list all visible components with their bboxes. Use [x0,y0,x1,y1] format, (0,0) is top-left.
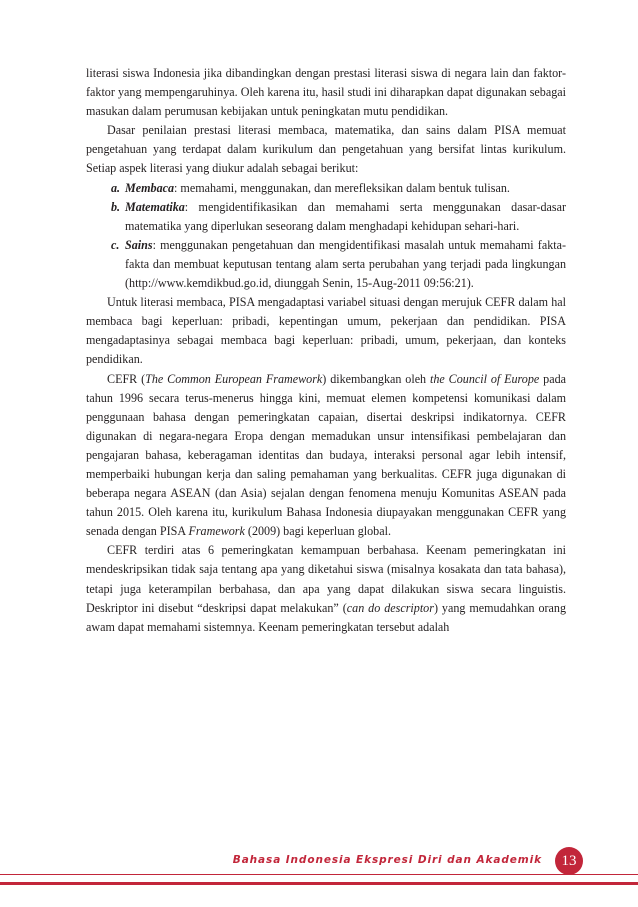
list-item-label: b. [111,199,121,214]
page-body [86,64,566,637]
list-item-term: Membaca [125,180,175,195]
paragraph-5-text: ) yang memudahkan orang awam dapat memahami sistemnya. Keenam pemeringkatan tersebut adalah [86,600,567,634]
list-item-label: c. [111,237,120,252]
paragraph-4-italic: Framework [188,524,245,539]
list-item-text: : mengidentifikasikan dan memahami serta menggunakan dasar-dasar matematika yang diperlukan seseorang dalam menghadapi kehidupan sehari-hari. [125,199,566,233]
paragraph-5-italic: can do descriptor [346,600,434,615]
paragraph-3: Untuk literasi membaca, PISA mengadaptasi variabel situasi dengan merujuk CEFR dalam hal membaca bagi keperluan: pribadi, kepentingan umum, pekerjaan dan pendidikan. PISA mengadaptasinya sebagai membaca bagi keperluan: pribadi, umum, pekerjaan, dan konteks pendidikan. [86,295,566,367]
footer-rule-thin [0,874,638,875]
list-item-text: : menggunakan pengetahuan dan mengidentifikasi masalah untuk memahami fakta-fakta dan membuat keputusan tentang alam serta perubahan yang terjadi pada lingkungan (http://www.kemdikbud.go.id, diunggah Senin, 15-Aug-2011 09:56:21). [125,237,566,291]
paragraph-4-text: ) dikembangkan oleh [322,371,430,386]
list-item [86,236,566,293]
literacy-aspects-list [86,179,566,294]
list-item [86,179,566,198]
page-number-badge: 13 [555,847,583,875]
footer-book-title: Bahasa Indonesia Ekspresi Diri dan Akademik [232,854,542,866]
paragraph-4 [86,370,566,542]
list-item-term: Sains [125,237,153,252]
paragraph-5 [86,541,566,636]
paragraph-4-italic: The Common European Framework [145,371,323,386]
list-item-label: a. [111,180,121,195]
paragraph-5-text: CEFR terdiri atas 6 pemeringkatan kemampuan berbahasa. Keenam pemeringkatan ini mendeskripsikan tidak saja tentang apa yang diketahui siswa (misalnya kosakata dan tata bahasa), tetapi juga keterampilan berbahasa, dan apa yang dapat dilakukan siswa secara linguistis. Deskriptor ini disebut “deskripsi dapat melakukan” ( [86,543,566,615]
paragraph-2: Dasar penilaian prestasi literasi membaca, matematika, dan sains dalam PISA memuat pengetahuan yang terdapat dalam kurikulum dan pengetahuan yang bersifat lintas kurikulum. Setiap aspek literasi yang diukur adalah sebagai berikut: [86,123,566,176]
list-item [86,198,566,236]
paragraph-1: literasi siswa Indonesia jika dibandingkan dengan prestasi literasi siswa di negara lain dan faktor-faktor yang mempengaruhinya. Oleh karena itu, hasil studi ini diharapkan dapat digunakan sebagai masukan dalam perumusan kebijakan untuk peningkatan mutu pendidikan. [86,66,566,119]
footer-rule-thick [0,882,638,885]
paragraph-4-text: pada tahun 1996 secara terus-menerus hingga kini, memuat elemen kompetensi komunikasi dalam penggunaan bahasa dengan pemeringkatan capaian, disertai deskripsi indikatornya. CEFR digunakan di negara-negara Eropa dengan memadukan unsur intensifikasi pembelajaran dan pengajaran bahasa, keberagaman identitas dan budaya, interaksi personal agar lebih intensif, memperbaiki hubungan kerja dan saling pemahaman yang berkualitas. CEFR juga digunakan di beberapa negara ASEAN (dan Asia) sejalan dengan fenomena menuju Komunitas ASEAN pada tahun 2015. Oleh karena itu, kurikulum Bahasa Indonesia diupayakan menggunakan CEFR yang senada dengan PISA [86,371,566,539]
paragraph-4-text: CEFR ( [107,371,146,386]
paragraph-4-text: (2009) bagi keperluan global. [244,524,391,539]
list-item-text: : memahami, menggunakan, dan merefleksikan dalam bentuk tulisan. [174,180,510,195]
paragraph-4-italic: the Council of Europe [430,371,540,386]
list-item-term: Matematika [125,199,185,214]
